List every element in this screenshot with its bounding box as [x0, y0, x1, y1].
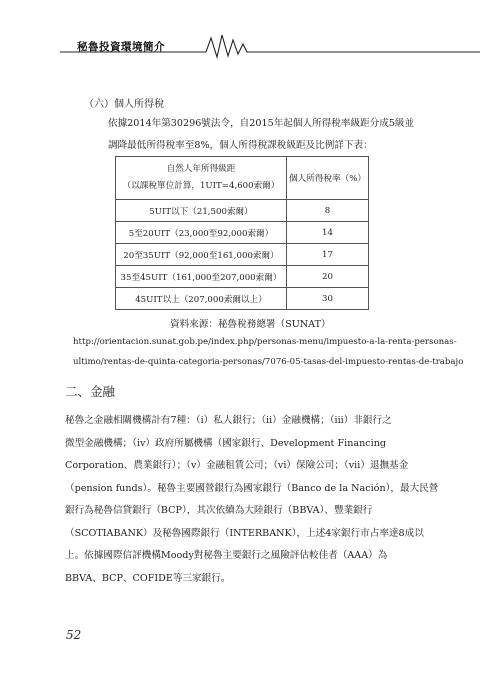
section-heading: 二、金融	[65, 384, 116, 399]
table-header-cell	[116, 157, 287, 200]
paragraph-line: （pension funds）。秘魯主要國營銀行為國家銀行（Banco de la Nación），最大民營	[65, 482, 439, 494]
bracket-cell: 5至20UIT（23,000至92,000索爾）	[116, 222, 287, 244]
paragraph-line: 依據2014年第30296號法令，自2015年起個人所得稅率級距分成5級並	[108, 118, 415, 129]
table-row	[116, 222, 369, 244]
bracket-cell: 5UIT以下（21,500索爾）	[116, 200, 287, 222]
page-number: 52	[66, 628, 82, 642]
table-header-row	[116, 157, 369, 200]
section-subheading: （六）個人所得稅	[84, 99, 164, 110]
paragraph-line: BBVA、BCP、COFIDE等三家銀行。	[65, 572, 231, 584]
table-row	[116, 200, 369, 222]
rate-cell: 17	[287, 244, 369, 266]
table-row	[116, 266, 369, 288]
rate-cell: 14	[287, 222, 369, 244]
source-url-line: http://orientacion.sunat.gob.pe/index.php/personas-menu/impuesto-a-la-renta-personas-	[73, 337, 457, 347]
header-title: 秘魯投資環境簡介	[77, 41, 165, 53]
paragraph-line: （SCOTIABANK）及秘魯國際銀行（INTERBANK），上述4家銀行市占率達8成以	[65, 527, 424, 539]
source-url-line: ultimo/rentas-de-quinta-categoria-personas/7076-05-tasas-del-impuesto-rentas-de-trabajo	[73, 357, 464, 367]
paragraph-line: 微型金融機構；（iv）政府所屬機構（國家銀行、Development Financing	[65, 437, 387, 449]
bracket-cell: 45UIT以上（207,000索爾以上）	[116, 288, 287, 310]
paragraph-line: 上。依據國際信評機構Moody對秘魯主要銀行之風險評估較佳者（AAA）為	[65, 550, 388, 561]
table-source: 資料來源：秘魯稅務總署（SUNAT）	[170, 319, 331, 330]
table-header-cell: 個人所得稅率（%）	[287, 157, 369, 200]
heartbeat-line-icon	[0, 30, 480, 60]
paragraph-line: Corporation、農業銀行）；（v）金融租賃公司；（vi）保險公司；（vii）退撫基金	[65, 460, 409, 471]
paragraph-line: 銀行為秘魯信貸銀行（BCP），其次依續為大陸銀行（BBVA）、豐業銀行	[65, 505, 373, 516]
page-header	[0, 0, 480, 60]
rate-cell: 20	[287, 266, 369, 288]
table-row	[116, 244, 369, 266]
bracket-cell: 20至35UIT（92,000至161,000索爾）	[116, 244, 287, 266]
finance-paragraph	[65, 410, 439, 590]
header-line: 自然人年所得級距	[166, 164, 236, 174]
rate-cell: 8	[287, 200, 369, 222]
header-line: （以課稅單位計算，1UIT=4,600索爾）	[122, 181, 280, 191]
paragraph-line: 調降最低所得稅率至8%，個人所得稅課稅級距及比例詳下表：	[108, 140, 373, 151]
rate-cell: 30	[287, 288, 369, 310]
income-tax-table	[115, 156, 369, 310]
bracket-cell: 35至45UIT（161,000至207,000索爾）	[116, 266, 287, 288]
table-row	[116, 288, 369, 310]
paragraph-line: 秘魯之金融相關機構計有7種：（i）私人銀行；（ii）金融機構；（iii）非銀行之	[65, 415, 392, 426]
